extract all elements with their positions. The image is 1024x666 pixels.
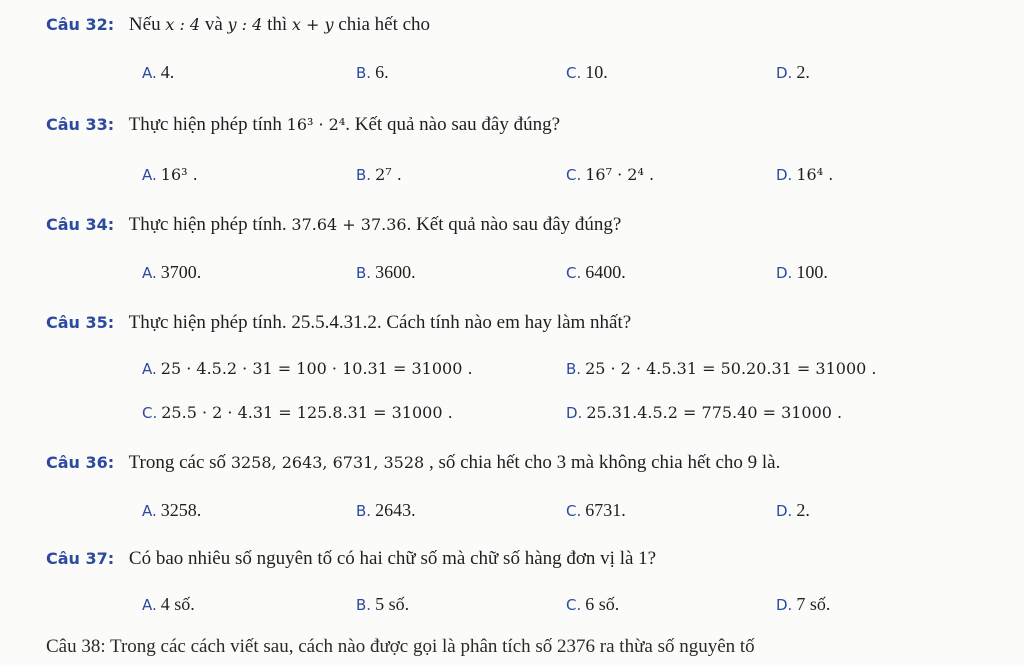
option-a[interactable]: A. 4. (142, 62, 175, 82)
question-number: Câu 34: (46, 215, 115, 234)
option-c[interactable]: C. 6 số. (566, 594, 620, 614)
option-c[interactable]: C. 16⁷ · 2⁴ . (566, 165, 655, 184)
option-a[interactable]: A. 25 · 4.5.2 · 31 = 100 · 10.31 = 31000 . (142, 359, 473, 378)
option-b[interactable]: B. 6. (356, 62, 389, 82)
option-a[interactable]: A. 4 số. (142, 594, 195, 614)
option-b[interactable]: B. 2⁷ . (356, 165, 402, 184)
option-b[interactable]: B. 5 số. (356, 594, 410, 614)
option-a[interactable]: A. 3258. (142, 500, 202, 520)
option-a[interactable]: A. 3700. (142, 262, 202, 282)
option-d[interactable]: D. 2. (776, 62, 810, 82)
question-number: Câu 36: (46, 453, 115, 472)
option-b[interactable]: B. 25 · 2 · 4.5.31 = 50.20.31 = 31000 . (566, 359, 877, 378)
option-c[interactable]: C. 10. (566, 62, 608, 82)
question-34 (46, 214, 621, 236)
question-text: Thực hiện phép tính 16³ · 2⁴. Kết quả nào sau đây đúng? (128, 114, 561, 135)
question-text: Thực hiện phép tính. 37.64 + 37.36. Kết quả nào sau đây đúng? (128, 214, 622, 235)
question-text: Nếu x : 4 và y : 4 thì x + y chia hết cho (128, 14, 431, 35)
option-a[interactable]: A. 16³ . (142, 165, 198, 184)
question-text: Trong các số 3258, 2643, 6731, 3528 , số chia hết cho 3 mà không chia hết cho 9 là. (128, 452, 781, 473)
option-b[interactable]: B. 3600. (356, 262, 416, 282)
option-b[interactable]: B. 2643. (356, 500, 416, 520)
question-36 (46, 452, 780, 474)
option-d[interactable]: D. 25.31.4.5.2 = 775.40 = 31000 . (566, 403, 843, 422)
question-35 (46, 312, 631, 334)
next-question-cutoff: Câu 38: Trong các cách viết sau, cách nào được gọi là phân tích số 2376 ra thừa số nguyên tố (46, 636, 755, 657)
question-33 (46, 114, 560, 136)
option-d[interactable]: D. 16⁴ . (776, 165, 834, 184)
option-d[interactable]: D. 7 số. (776, 594, 831, 614)
question-number: Câu 35: (46, 313, 115, 332)
question-37 (46, 548, 656, 570)
question-text: Có bao nhiêu số nguyên tố có hai chữ số mà chữ số hàng đơn vị là 1? (128, 548, 657, 569)
question-number: Câu 37: (46, 549, 115, 568)
option-c[interactable]: C. 6731. (566, 500, 626, 520)
option-c[interactable]: C. 25.5 · 2 · 4.31 = 125.8.31 = 31000 . (142, 403, 453, 422)
option-d[interactable]: D. 100. (776, 262, 828, 282)
question-number: Câu 32: (46, 15, 115, 34)
question-32 (46, 14, 430, 36)
option-d[interactable]: D. 2. (776, 500, 810, 520)
question-number: Câu 33: (46, 115, 115, 134)
question-text: Thực hiện phép tính. 25.5.4.31.2. Cách tính nào em hay làm nhất? (128, 312, 632, 333)
option-c[interactable]: C. 6400. (566, 262, 626, 282)
